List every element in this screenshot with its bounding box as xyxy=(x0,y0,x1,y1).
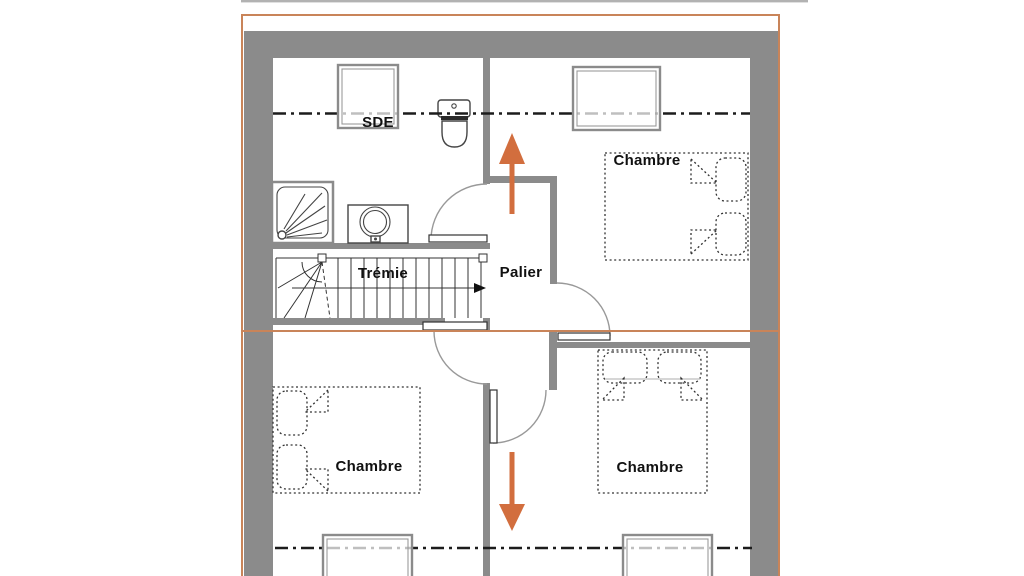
room-label-chambre-bottom-right: Chambre xyxy=(616,459,684,476)
room-label-chambre-top: Chambre xyxy=(613,152,681,169)
door-leaf-bedroom3 xyxy=(490,390,497,443)
door-swing-bedroom1 xyxy=(557,283,610,336)
sheet-fold xyxy=(681,378,703,400)
sheet-fold xyxy=(691,159,717,183)
palier-side-wall xyxy=(550,176,557,284)
left-wall xyxy=(244,31,273,576)
bed-outline xyxy=(273,387,420,493)
top-border-line xyxy=(241,0,808,2)
toilet-bowl xyxy=(442,121,467,147)
sheet-fold xyxy=(691,230,717,254)
door-leaf-bedroom2 xyxy=(423,322,487,330)
bed-outline xyxy=(605,153,748,260)
sheet-fold xyxy=(602,378,624,400)
washbasin xyxy=(348,205,408,243)
door-leaf-bedroom1 xyxy=(558,333,610,340)
walkline-arrowhead-icon xyxy=(474,283,486,293)
pillow xyxy=(277,445,307,489)
up-arrow-shaft xyxy=(510,160,515,214)
toilet-fixture xyxy=(438,100,470,147)
washbasin-tap-dot xyxy=(374,238,377,241)
door-leaf-sde xyxy=(429,235,487,242)
newel-post xyxy=(479,254,487,262)
staircase xyxy=(276,254,487,318)
pillow xyxy=(716,158,746,201)
palier-top-wall xyxy=(483,176,557,183)
top-wall xyxy=(244,31,779,58)
stairs-up-arrow-icon xyxy=(499,133,525,214)
right-wall xyxy=(750,31,779,576)
roof-window-bedroom1 xyxy=(573,67,660,130)
pillow xyxy=(277,391,307,435)
stair-winders xyxy=(278,262,322,318)
pillow xyxy=(716,213,746,255)
room-label-palier: Palier xyxy=(499,264,543,281)
down-arrow-head xyxy=(499,504,525,531)
door-swing-bedroom2 xyxy=(434,331,487,384)
sde-partition-wall xyxy=(483,58,490,184)
door-swing-bedroom3 xyxy=(493,390,546,443)
room-label-chambre-bottom-left: Chambre xyxy=(335,458,403,475)
room-label-tremie: Trémie xyxy=(357,265,409,282)
bed-bedroom1 xyxy=(605,153,748,260)
window-bedroom3 xyxy=(623,535,712,576)
window-bedroom2 xyxy=(323,535,412,576)
doors xyxy=(423,184,610,443)
shower-tray xyxy=(272,182,333,243)
stairs-down-arrow-icon xyxy=(499,452,525,531)
bed-bedroom2 xyxy=(273,387,420,493)
toilet-hinge xyxy=(441,116,468,120)
bedroom3-top-wall xyxy=(557,342,750,348)
sheet-fold xyxy=(305,390,328,412)
down-arrow-shaft xyxy=(510,452,515,508)
room-label-sde: SDE xyxy=(362,114,394,131)
up-arrow-head xyxy=(499,133,525,164)
stair-winder-dashed xyxy=(322,262,330,318)
door-swing-sde xyxy=(431,184,487,240)
stair-bottom-wall xyxy=(244,318,445,325)
bedroom3-stub-wall xyxy=(549,331,557,390)
shower-drain xyxy=(278,231,286,239)
sheet-fold xyxy=(305,469,328,491)
newel-post xyxy=(318,254,326,262)
